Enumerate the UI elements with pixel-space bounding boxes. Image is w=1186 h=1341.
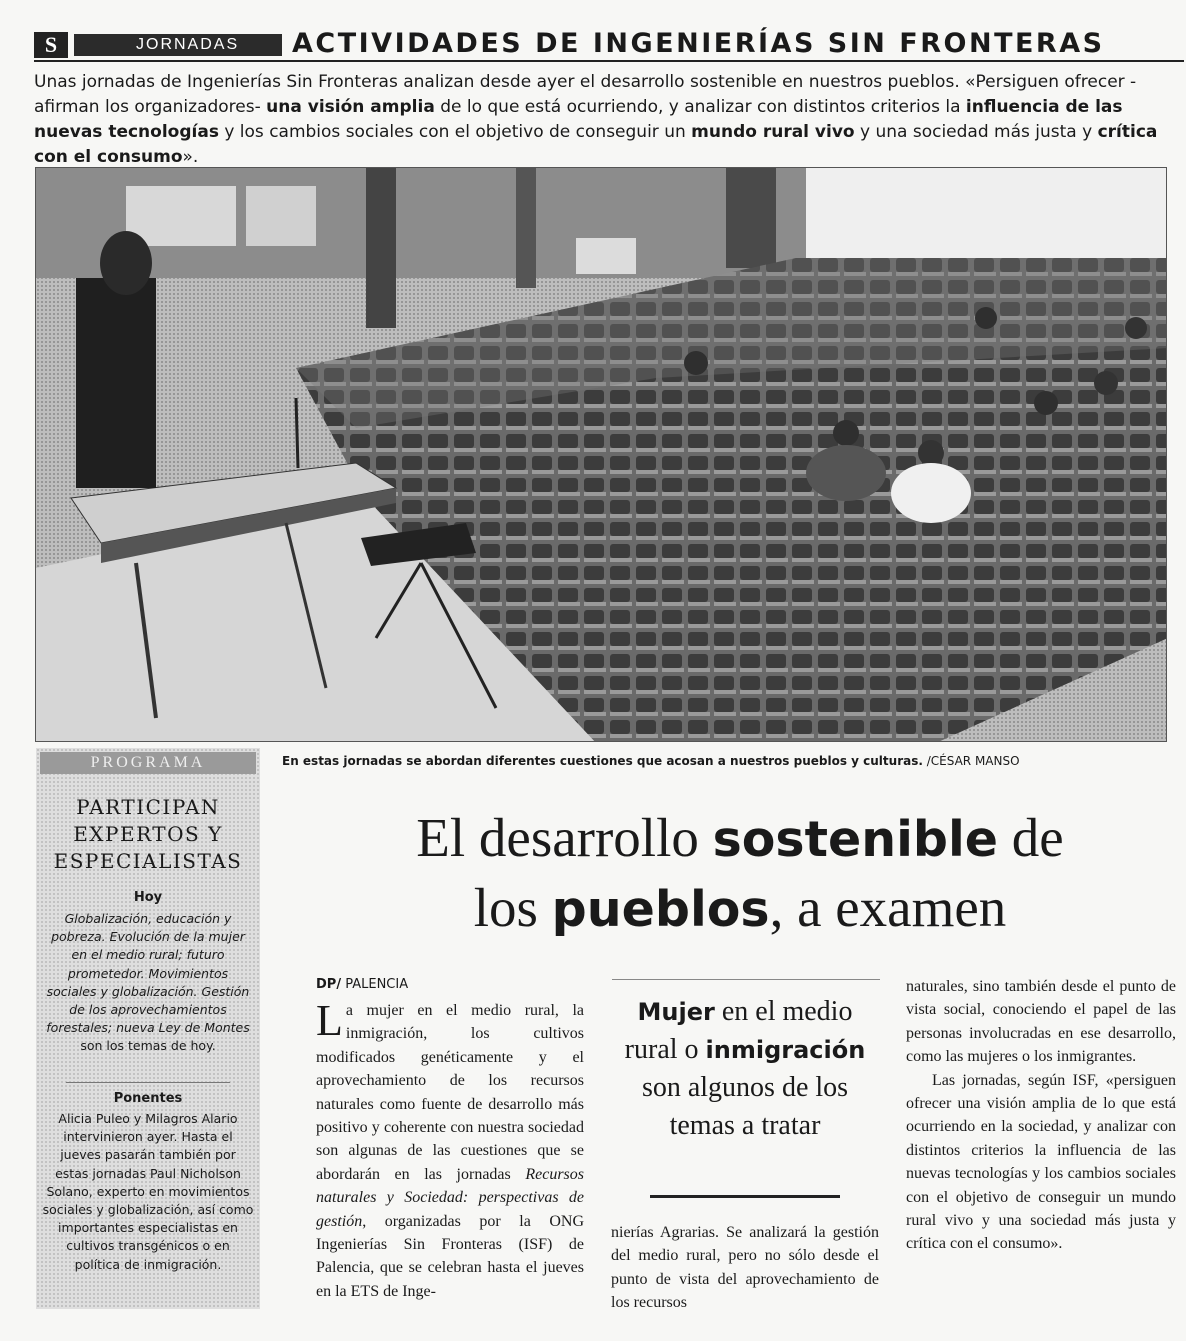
intro-text: de lo que está ocurriendo, y analizar con distintos criterios la (434, 97, 966, 117)
intro-text: ». (182, 147, 199, 167)
byline (316, 977, 408, 992)
sidebar-today-topics: Globalización, educación y pobreza. Evolución de la mujer en el medio rural; futuro prometedor. Movimientos sociales y globalización. Gestión de los aprovechamientos forestales; nueva Ley de Montes (46, 911, 250, 1036)
photo-credit: /CÉSAR MANSO (922, 754, 1020, 768)
title-part: sostenible (712, 811, 999, 868)
pullquote-rule (650, 1195, 840, 1198)
column-paragraph: naturales, sino también desde el punto de vista social, conociendo el papel de las personas involucradas en ese desarrollo, como las mujeres o los inmigrantes. (906, 978, 1176, 1066)
pullquote-rule-top (612, 979, 880, 980)
sidebar-title (36, 794, 260, 875)
pullquote-bold: Mujer (637, 998, 715, 1026)
title-part: El desarrollo (416, 807, 713, 868)
title-part: , a examen (769, 877, 1007, 938)
sidebar-speakers-text: Alicia Puleo y Milagros Alario intervinieron ayer. Hasta el jueves pasarán también por estas jornadas Paul Nicholson Solano, experto en movimientos sociales y globalización, así como importantes especialistas en cultivos transgénicos o en política de inmigración. (42, 1111, 254, 1272)
event-name: Recursos naturales y Sociedad: perspectivas de gestión (316, 1165, 584, 1230)
caption-text: En estas jornadas se abordan diferentes cuestiones que acosan a nuestros pueblos y culturas. (282, 754, 923, 768)
intro-bold: una visión amplia (266, 97, 435, 117)
intro-bold: influencia de las nuevas tecnologías (34, 97, 1123, 142)
sidebar-title-line: ESPECIALISTAS (53, 849, 243, 873)
article-title (300, 804, 1180, 944)
column-paragraph: Las jornadas, según ISF, «persiguen ofrecer una visión amplia de lo que está ocurriendo en la sociedad, y analizar con distintos criterios la influencia de las nuevas tecnologías y los cambios sociales con el objetivo de conseguir un mundo rural vivo y una sociedad más justa y crítica con el consumo». (906, 1071, 1176, 1253)
intro-bold: mundo rural vivo (691, 122, 855, 142)
article-title-line (300, 804, 1180, 874)
sidebar-speakers-heading: Ponentes (113, 1091, 183, 1106)
sidebar-title-line: EXPERTOS Y (73, 822, 223, 846)
byline-place: PALENCIA (341, 977, 409, 992)
sidebar-today-heading: Hoy (133, 890, 163, 905)
article-column-1 (316, 996, 584, 1303)
byline-agency: DP/ (316, 977, 342, 992)
intro-paragraph (34, 70, 1174, 170)
intro-text: y los cambios sociales con el objetivo de conseguir un (218, 122, 692, 142)
title-part: pueblos (551, 881, 770, 938)
pullquote-text: en el medio rural o (624, 996, 853, 1065)
news-photo (35, 167, 1167, 742)
page-headline: ACTIVIDADES DE INGENIERÍAS SIN FRONTERAS (292, 28, 1105, 59)
sidebar-today-text (42, 910, 254, 1056)
article-column-3 (906, 975, 1176, 1256)
sidebar-today-tail: son los temas de hoy. (80, 1038, 216, 1054)
header-rule (34, 60, 1184, 62)
section-header (34, 28, 1168, 60)
sidebar-title-line: PARTICIPAN (76, 795, 220, 819)
pull-quote (610, 993, 880, 1145)
program-sidebar (36, 748, 260, 1309)
section-logo: S (34, 32, 68, 58)
lecture-hall-photo (36, 168, 1167, 742)
drop-cap: L (316, 996, 343, 1045)
section-tag: JORNADAS (74, 34, 282, 56)
sidebar-tag: PROGRAMA (40, 752, 256, 774)
article-column-2: nierías Agrarias. Se analizará la gestión del medio rural, pero no sólo desde el punto de vista del aprovechamiento de los recursos (611, 1224, 879, 1312)
pullquote-bold: inmigración (705, 1036, 866, 1064)
column-text: , organizadas por la ONG Ingenierías Sin Fronteras (ISF) de Palencia, que se celebran hasta el jueves en la ETS de Inge- (316, 1212, 584, 1300)
title-part: de (998, 807, 1064, 868)
intro-bold: crítica con el consumo (34, 122, 1158, 167)
photo-caption (282, 754, 1162, 768)
title-part: los (473, 877, 552, 938)
intro-text: Unas jornadas de Ingenierías Sin Fronteras analizan desde ayer el desarrollo sostenible en nuestros pueblos. «Persiguen ofrecer -afirman los organizadores- (34, 72, 1137, 117)
article-title-line (300, 874, 1180, 944)
pullquote-text: son algunos de los temas a tratar (641, 1072, 849, 1141)
column-text: a mujer en el medio rural, la inmigración, los cultivos modificados genéticamente y el aprovechamiento de los recursos naturales como fuente de desarrollo más positivo y coherente con nuestra sociedad son algunas de las cuestiones que se abordarán en las jornadas (316, 1002, 584, 1183)
intro-text: y una sociedad más justa y (854, 122, 1098, 142)
sidebar-divider (66, 1082, 230, 1083)
